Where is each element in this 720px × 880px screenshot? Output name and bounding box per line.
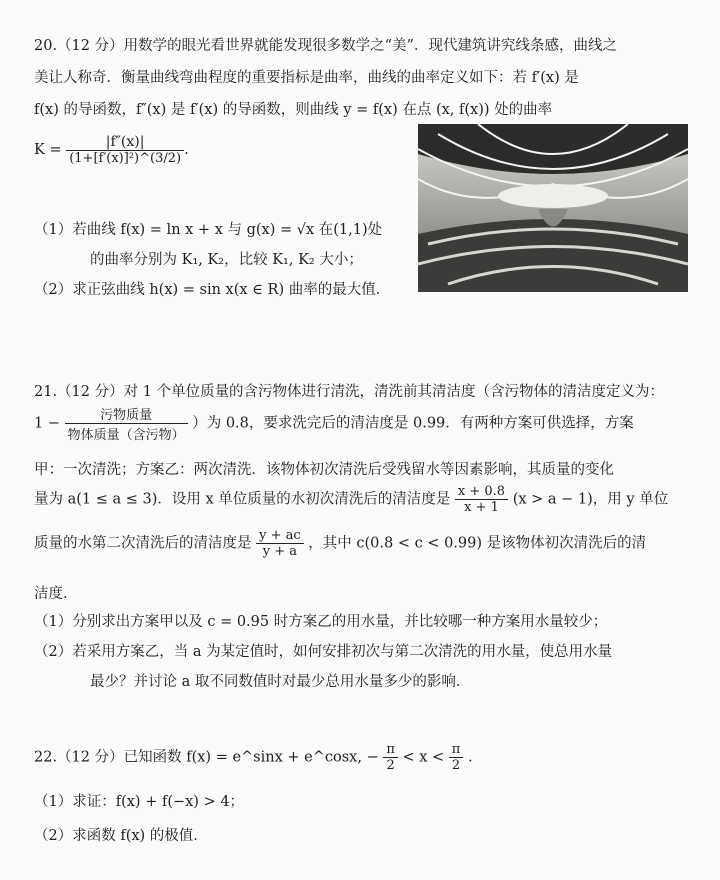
definition-fraction [65,404,188,443]
curvature-fraction [66,134,184,166]
definition-denominator: 物体质量（含污物） [67,428,185,443]
definition-prefix: 1 − [34,415,60,432]
q20-line2: 美让人称奇．衡量曲线弯曲程度的重要指标是曲率，曲线的曲率定义如下：若 f′(x) 是 [34,70,579,86]
first-wash-numerator: x + 0.8 [455,484,508,500]
curvature-denominator: (1+[f′(x)]²)^(3/2) [69,151,182,166]
q22-inequality: < x < [402,749,445,766]
q21-part1: （1）分别求出方案甲以及 c = 0.95 时方案乙的用水量，并比较哪一种方案用水量较少； [34,614,608,630]
architecture-photo [418,124,688,292]
q22-end: . [467,749,473,766]
line4-prefix: 量为 a(1 ≤ a ≤ 3)．设用 x 单位质量的水初次清洗后的清洁度是 [34,491,451,508]
q20-part1-a: （1）若曲线 f(x) = ln x + x 与 g(x) = √x 在(1,1)处 [34,222,383,238]
q20-part2: （2）求正弦曲线 h(x) = sin x(x ∈ R) 曲率的最大值． [34,282,391,298]
two-denominator-2: 2 [451,758,461,773]
q22-head-prefix: 22.（12 分）已知函数 f(x) = e^sinx + e^cosx, − [34,749,379,766]
definition-numerator: 污物质量 [65,404,188,424]
cleanliness-definition [34,404,634,443]
curvature-lhs: K = [34,142,62,158]
q21-part2-b: 最少？并讨论 a 取不同数值时对最少总用水量多少的影响． [90,674,471,690]
q20-line3: f(x) 的导函数，f″(x) 是 f′(x) 的导函数，则曲线 y = f(x) 在点 (x, f(x)) 处的曲率 [34,102,553,118]
q20-heading: 20.（12 分）用数学的眼光看世界就能发现很多数学之“美”．现代建筑讲究线条感，曲线之 [34,38,617,54]
second-wash-fraction [256,528,304,559]
pi-numerator-2: π [449,742,464,758]
q22-heading [34,742,473,773]
neg-pi-half [383,742,398,773]
q22-part1: （1）求证：f(x) + f(−x) > 4； [34,794,245,810]
q20-part1-b: 的曲率分别为 K₁, K₂，比较 K₁, K₂ 大小； [90,252,363,268]
two-denominator: 2 [386,758,395,773]
pi-half [449,742,464,773]
line5-suffix: ，其中 c(0.8 < c < 0.99) 是该物体初次清洗后的清 [308,535,647,552]
pi-numerator: π [383,742,398,758]
q22-part2: （2）求函数 f(x) 的极值． [34,828,208,844]
line5-prefix: 质量的水第二次清洗后的清洁度是 [34,535,252,552]
definition-suffix: ）为 0.8，要求洗完后的清洁度是 0.99．有两种方案可供选择，方案 [192,415,634,432]
first-wash-denominator: x + 1 [464,500,499,515]
second-wash-numerator: y + ac [256,528,304,544]
q21-part2-a: （2）若采用方案乙，当 a 为某定值时，如何安排初次与第二次清洗的用水量，使总用水量 [34,644,613,660]
second-wash-denominator: y + a [262,544,298,559]
line4-suffix: (x > a − 1)，用 y 单位 [512,491,669,508]
q21-line3: 甲：一次清洗；方案乙：两次清洗．该物体初次清洗后受残留水等因素影响，其质量的变化 [34,462,614,478]
q21-heading: 21.（12 分）对 1 个单位质量的含污物体进行清洗，清洗前其清洁度（含污物体的清洁度定义为： [34,384,665,400]
q21-line4 [34,484,668,515]
first-wash-fraction [455,484,508,515]
curvature-formula: K = $\frac{|f''(x)|}{\text{(1+[f′(x)]²)\textasciicircum{}(3/2)}}$ . [34,134,189,166]
q21-line6: 洁度． [34,586,78,602]
curvature-numerator: |f″(x)| [66,134,184,151]
q21-line5 [34,528,646,559]
